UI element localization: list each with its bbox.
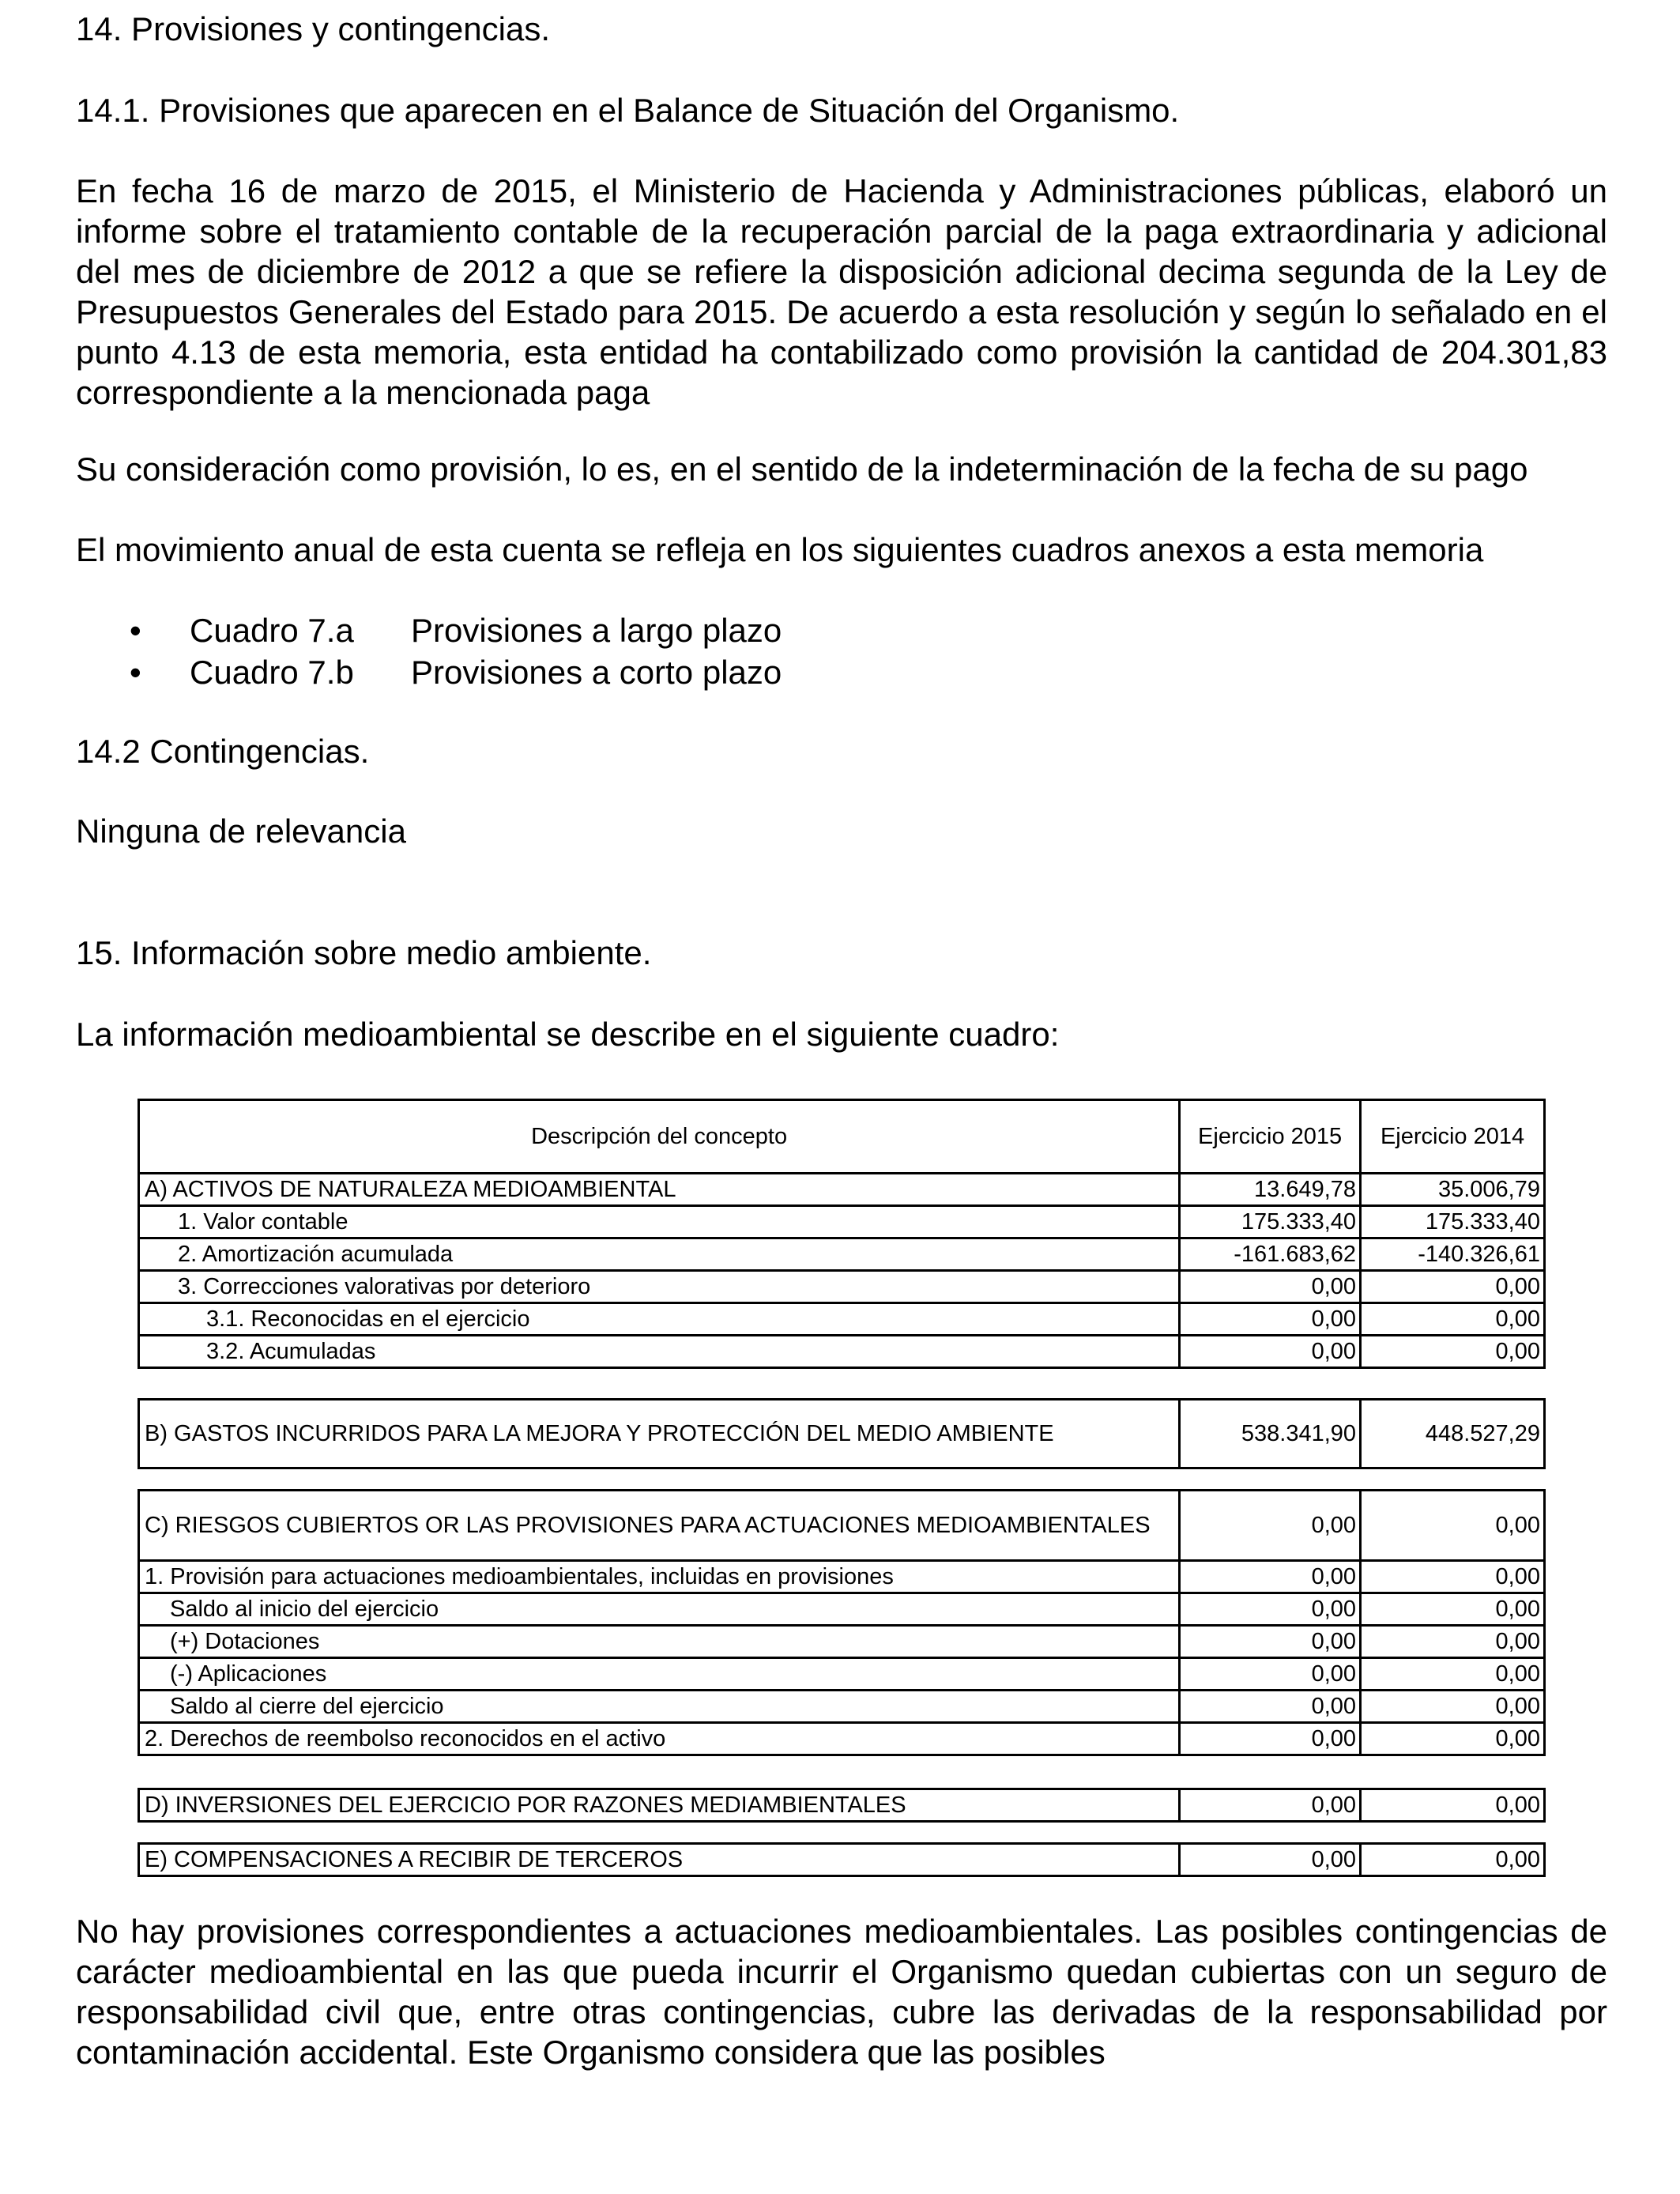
value-2015: 0,00 [1180,1723,1361,1755]
environment-table-compensations [137,1842,1546,1877]
value-2014: 0,00 [1361,1491,1545,1561]
section-15-title: 15. Información sobre medio ambiente. [76,934,652,971]
row-label: (-) Aplicaciones [139,1658,1180,1691]
row-label: A) ACTIVOS DE NATURALEZA MEDIOAMBIENTAL [139,1174,1180,1206]
row-label: B) GASTOS INCURRIDOS PARA LA MEJORA Y PROTECCIÓN DEL MEDIO AMBIENTE [139,1400,1180,1468]
table-header-row [139,1100,1545,1174]
row-label: Saldo al inicio del ejercicio [139,1593,1180,1626]
table-row [139,1723,1545,1755]
table-row [139,1206,1545,1238]
bullet-icon: • [130,654,141,691]
value-2014: 0,00 [1361,1561,1545,1593]
section-14-2-title: 14.2 Contingencias. [76,733,370,770]
section-14-title: 14. Provisiones y contingencias. [76,10,550,47]
value-2015: 0,00 [1180,1691,1361,1723]
annex-code: Cuadro 7.a [190,612,354,649]
row-label: E) COMPENSACIONES A RECIBIR DE TERCEROS [139,1844,1180,1876]
row-label: 2. Derechos de reembolso reconocidos en el activo [139,1723,1180,1755]
annex-description: Provisiones a corto plazo [411,654,782,691]
value-2015: 538.341,90 [1180,1400,1361,1468]
value-2015: 0,00 [1180,1658,1361,1691]
value-2015: 0,00 [1180,1844,1361,1876]
environment-table-risks [137,1489,1546,1756]
section-14-1-paragraph: En fecha 16 de marzo de 2015, el Ministerio de Hacienda y Administraciones públicas, elaboró un informe sobre el tratamiento contable de la recuperación parcial de la paga extraordinaria y adicional del mes de diciembre de 2012 a que se refiere la disposición adicional decima segunda de la Ley de Presupuestos Generales del Estado para 2015. De acuerdo a esta resolución y según lo señalado en el punto 4.13 de esta memoria, esta entidad ha contabilizado como provisión la cantidad de 204.301,83 correspondiente a la mencionada paga [76,172,1607,411]
section-15-closing-paragraph: No hay provisiones correspondientes a actuaciones medioambientales. Las posibles contingencias de carácter medioambiental en las que pueda incurrir el Organismo quedan cubiertas con un seguro de responsabilidad civil que, entre otras contingencias, cubre las derivadas de la responsabilidad por contaminación accidental. Este Organismo considera que las posibles [76,1913,1607,2071]
value-2014: 35.006,79 [1361,1174,1545,1206]
table-row [139,1626,1545,1658]
value-2014: 0,00 [1361,1844,1545,1876]
value-2014: 0,00 [1361,1658,1545,1691]
value-2015: -161.683,62 [1180,1238,1361,1271]
table-row [139,1303,1545,1336]
value-2015: 0,00 [1180,1271,1361,1303]
row-label: 1. Provisión para actuaciones medioambientales, incluidas en provisiones [139,1561,1180,1593]
table-row [139,1789,1545,1822]
table-row [139,1658,1545,1691]
table-row [139,1491,1545,1561]
row-label: D) INVERSIONES DEL EJERCICIO POR RAZONES MEDIAMBIENTALES [139,1789,1180,1822]
value-2015: 13.649,78 [1180,1174,1361,1206]
value-2014: 448.527,29 [1361,1400,1545,1468]
row-label: C) RIESGOS CUBIERTOS OR LAS PROVISIONES PARA ACTUACIONES MEDIOAMBIENTALES [139,1491,1180,1561]
provision-paragraph: Su consideración como provisión, lo es, en el sentido de la indeterminación de la fecha de su pago [76,450,1528,488]
header-concept: Descripción del concepto [139,1100,1180,1174]
environment-table-assets [137,1099,1546,1369]
value-2014: 0,00 [1361,1271,1545,1303]
value-2015: 0,00 [1180,1593,1361,1626]
bullet-icon: • [130,612,141,649]
movement-paragraph: El movimiento anual de esta cuenta se refleja en los siguientes cuadros anexos a esta memoria [76,531,1484,568]
value-2014: 0,00 [1361,1789,1545,1822]
table-row [139,1336,1545,1368]
value-2015: 0,00 [1180,1491,1361,1561]
annex-list-item [76,609,1607,651]
section-14-1-title: 14.1. Provisiones que aparecen en el Balance de Situación del Organismo. [76,92,1180,129]
table-row [139,1400,1545,1468]
table-row [139,1561,1545,1593]
annex-list-item [76,651,1607,693]
contingencies-text: Ninguna de relevancia [76,812,406,850]
row-label: 3.1. Reconocidas en el ejercicio [139,1303,1180,1336]
table-row [139,1593,1545,1626]
table-row [139,1174,1545,1206]
value-2015: 0,00 [1180,1789,1361,1822]
environment-table-investments [137,1788,1546,1823]
value-2014: 0,00 [1361,1691,1545,1723]
table-row [139,1844,1545,1876]
value-2015: 0,00 [1180,1626,1361,1658]
row-label: 3. Correcciones valorativas por deterioro [139,1271,1180,1303]
environment-table-expenses [137,1398,1546,1469]
row-label: 3.2. Acumuladas [139,1336,1180,1368]
value-2014: 0,00 [1361,1723,1545,1755]
annex-description: Provisiones a largo plazo [411,612,782,649]
annex-code: Cuadro 7.b [190,654,354,691]
value-2014: 0,00 [1361,1303,1545,1336]
value-2015: 175.333,40 [1180,1206,1361,1238]
header-2014: Ejercicio 2014 [1361,1100,1545,1174]
value-2014: 175.333,40 [1361,1206,1545,1238]
row-label: 1. Valor contable [139,1206,1180,1238]
value-2014: 0,00 [1361,1336,1545,1368]
section-15-intro: La información medioambiental se describe en el siguiente cuadro: [76,1016,1060,1053]
value-2014: 0,00 [1361,1593,1545,1626]
annex-list [76,609,1607,693]
value-2015: 0,00 [1180,1561,1361,1593]
row-label: Saldo al cierre del ejercicio [139,1691,1180,1723]
value-2015: 0,00 [1180,1336,1361,1368]
value-2015: 0,00 [1180,1303,1361,1336]
table-row [139,1271,1545,1303]
value-2014: -140.326,61 [1361,1238,1545,1271]
row-label: (+) Dotaciones [139,1626,1180,1658]
header-2015: Ejercicio 2015 [1180,1100,1361,1174]
table-row [139,1691,1545,1723]
value-2014: 0,00 [1361,1626,1545,1658]
row-label: 2. Amortización acumulada [139,1238,1180,1271]
table-row [139,1238,1545,1271]
